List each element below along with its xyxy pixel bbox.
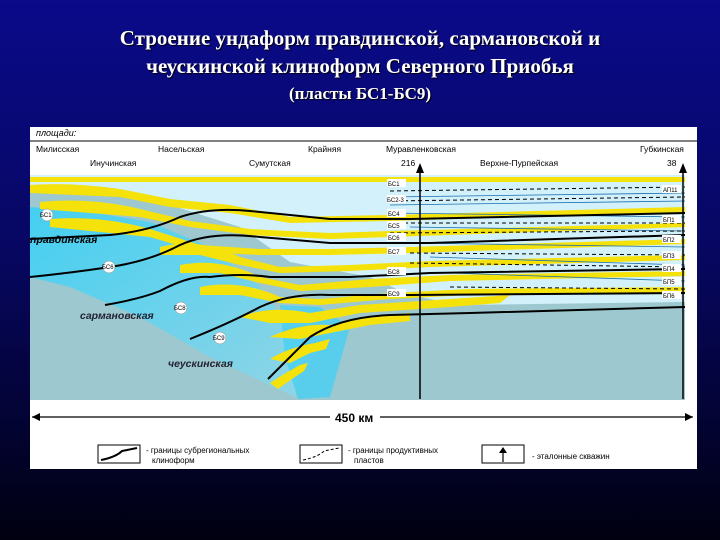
layer-marker-label: БС5 <box>388 224 400 230</box>
layer-marker-label: БП1 <box>663 218 675 224</box>
scale-label: 450 км <box>335 411 374 425</box>
layer-marker-label: БП4 <box>663 267 675 273</box>
area-label: Насельская <box>158 144 205 154</box>
legend-text: пластов <box>354 456 384 465</box>
area-label: Милисская <box>36 144 80 154</box>
clinoform-label: правдинская <box>30 234 98 246</box>
layer-marker-label: АП11 <box>663 188 678 194</box>
area-label: Инучинская <box>90 158 137 168</box>
header-label: площади: <box>36 128 77 138</box>
area-label: Верхне-Пурпейская <box>480 158 559 168</box>
layer-marker-label: БС2-3 <box>387 198 404 204</box>
layer-marker-label: БС6 <box>102 265 114 271</box>
layer-marker-label: БС9 <box>388 292 400 298</box>
cross-section-panel <box>30 127 697 469</box>
layer-marker-label: БП6 <box>663 294 675 300</box>
legend-text: - границы субрегиональных <box>146 446 250 455</box>
layer-marker-label: БС4 <box>388 212 400 218</box>
area-label: Крайняя <box>308 144 342 154</box>
layer-marker-label: БС8 <box>388 270 400 276</box>
slide-subtitle: (пласты БС1-БС9) <box>288 84 432 103</box>
area-label: Муравленковская <box>386 144 456 154</box>
layer-marker-label: БС1 <box>388 182 400 188</box>
legend-text: - границы продуктивных <box>348 446 439 455</box>
clinoform-label: сармановская <box>80 310 154 322</box>
slide-title-line-1: Строение ундаформ правдинской, сармановской и <box>119 26 601 50</box>
slide-title-line-2: чеускинской клиноформ Северного Приобья <box>146 54 574 78</box>
layer-marker-label: БС6 <box>388 236 400 242</box>
cross-section-diagram <box>30 127 697 469</box>
area-label: Сумутская <box>249 158 291 168</box>
layer-marker-label: БП2 <box>663 238 675 244</box>
layer-marker-label: БП5 <box>663 280 675 286</box>
legend <box>98 445 610 465</box>
layer-marker-label: БП3 <box>663 254 675 260</box>
layer-marker-label: БС7 <box>388 250 400 256</box>
area-label: Губкинская <box>640 144 684 154</box>
clinoform-label: чеускинская <box>168 358 233 370</box>
well-label: 216 <box>401 158 416 168</box>
well-label: 38 <box>667 158 677 168</box>
layer-marker-label: БС9 <box>213 336 225 342</box>
layer-marker-label: БС8 <box>174 306 186 312</box>
legend-text: клиноформ <box>152 456 195 465</box>
layer-marker-label: БС1 <box>40 213 52 219</box>
legend-text: - эталонные скважин <box>532 452 610 461</box>
legend-swatch-productive <box>300 445 342 463</box>
